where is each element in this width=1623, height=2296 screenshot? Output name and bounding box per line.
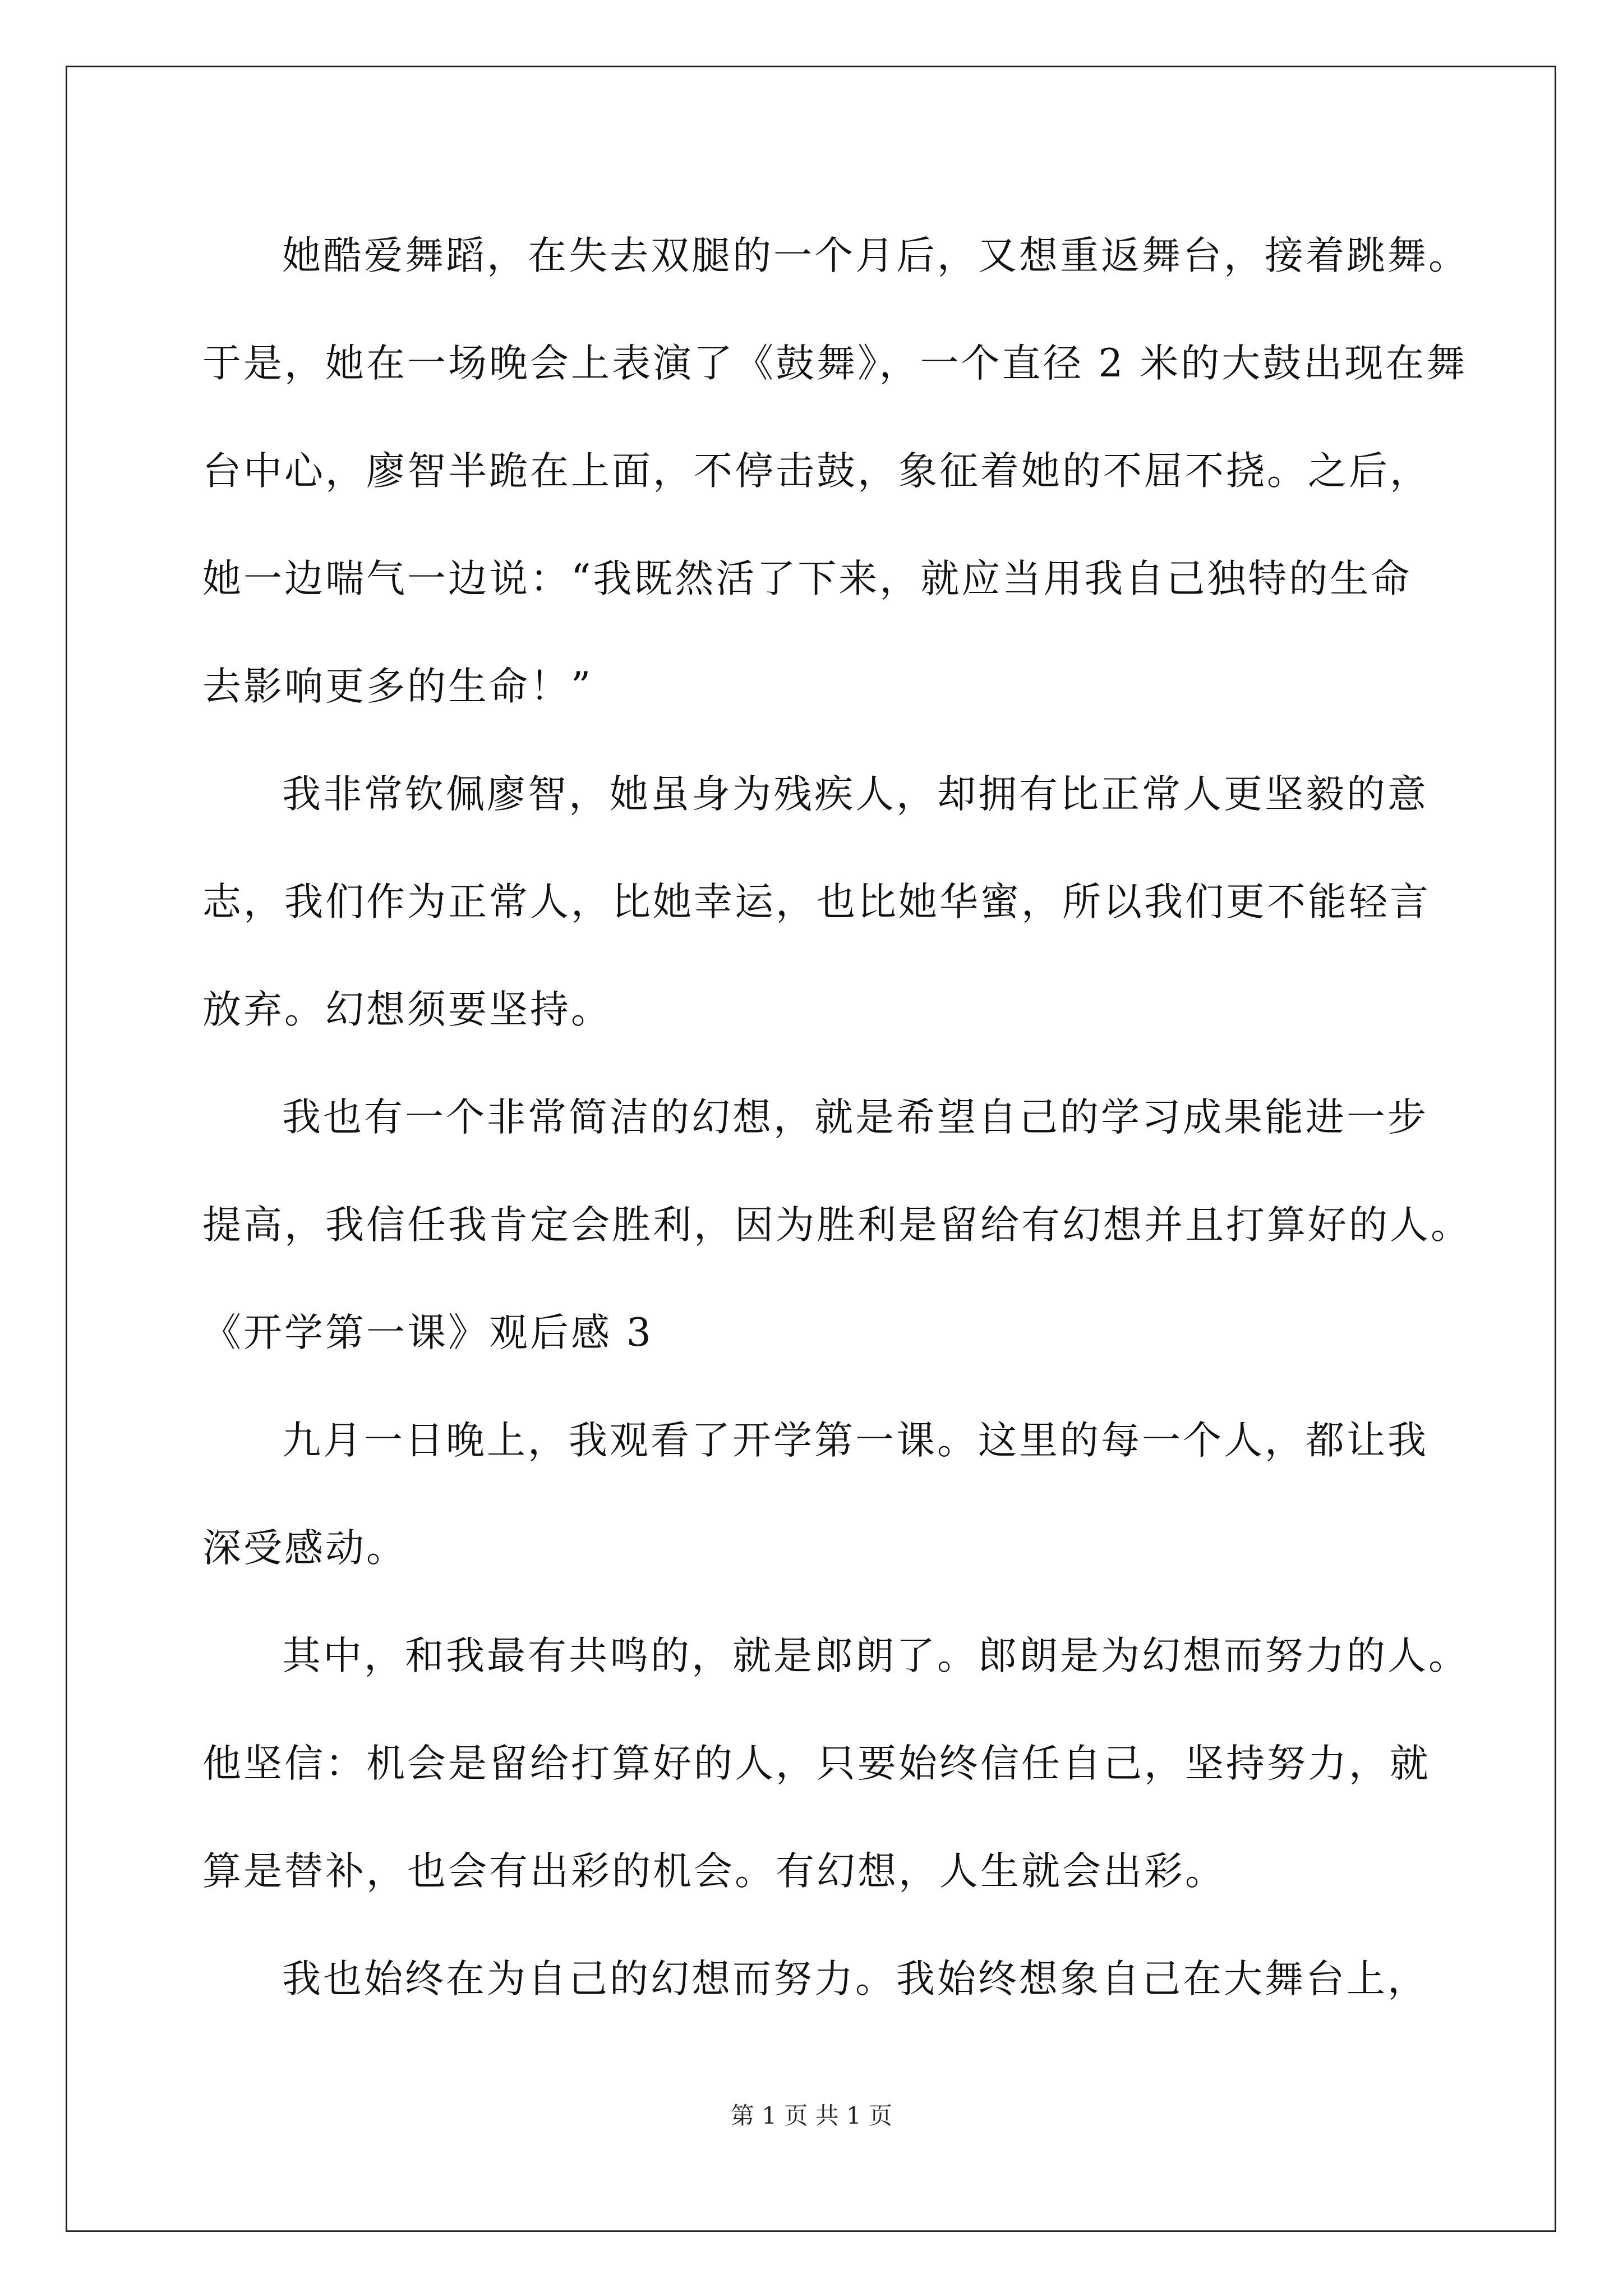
document-body — [202, 202, 1472, 2033]
text-line: 于是，她在一场晚会上表演了《鼓舞》，一个直径 2 米的大鼓出现在舞 — [202, 341, 1468, 386]
text-line: 他坚信：机会是留给打算好的人，只要始终信任自己，坚持努力，就 — [202, 1741, 1431, 1786]
text-line: 其中，和我最有共鸣的，就是郎朗了。郎朗是为幻想而努力的人。 — [282, 1634, 1469, 1678]
text-line: 台中心，廖智半跪在上面，不停击鼓，象征着她的不屈不挠。之后， — [202, 449, 1431, 494]
text-line: 算是替补，也会有出彩的机会。有幻想，人生就会出彩。 — [202, 1849, 1226, 1894]
text-line: 她酷爱舞蹈，在失去双腿的一个月后，又想重返舞台，接着跳舞。 — [282, 233, 1469, 278]
text-line: 我也有一个非常简洁的幻想，就是希望自己的学习成果能进一步 — [282, 1095, 1428, 1140]
text-line: 去影响更多的生命！” — [202, 664, 593, 709]
text-line: 她一边喘气一边说：“我既然活了下来，就应当用我自己独特的生命 — [202, 556, 1412, 601]
text-line: 提高，我信任我肯定会胜利，因为胜利是留给有幻想并且打算好的人。 — [202, 1203, 1472, 1248]
section-heading: 《开学第一课》观后感 3 — [202, 1310, 653, 1355]
text-line: 九月一日晚上，我观看了开学第一课。这里的每一个人，都让我 — [282, 1418, 1428, 1463]
text-line: 放弃。幻想须要坚持。 — [202, 987, 612, 1032]
text-line: 我非常钦佩廖智，她虽身为残疾人，却拥有比正常人更坚毅的意 — [282, 772, 1428, 817]
text-line: 我也始终在为自己的幻想而努力。我始终想象自己在大舞台上， — [282, 1957, 1428, 2001]
text-line: 深受感动。 — [202, 1526, 407, 1571]
page-footer: 第 1 页 共 1 页 — [730, 2102, 893, 2129]
text-line: 志，我们作为正常人，比她幸运，也比她华蜜，所以我们更不能轻言 — [202, 880, 1431, 924]
